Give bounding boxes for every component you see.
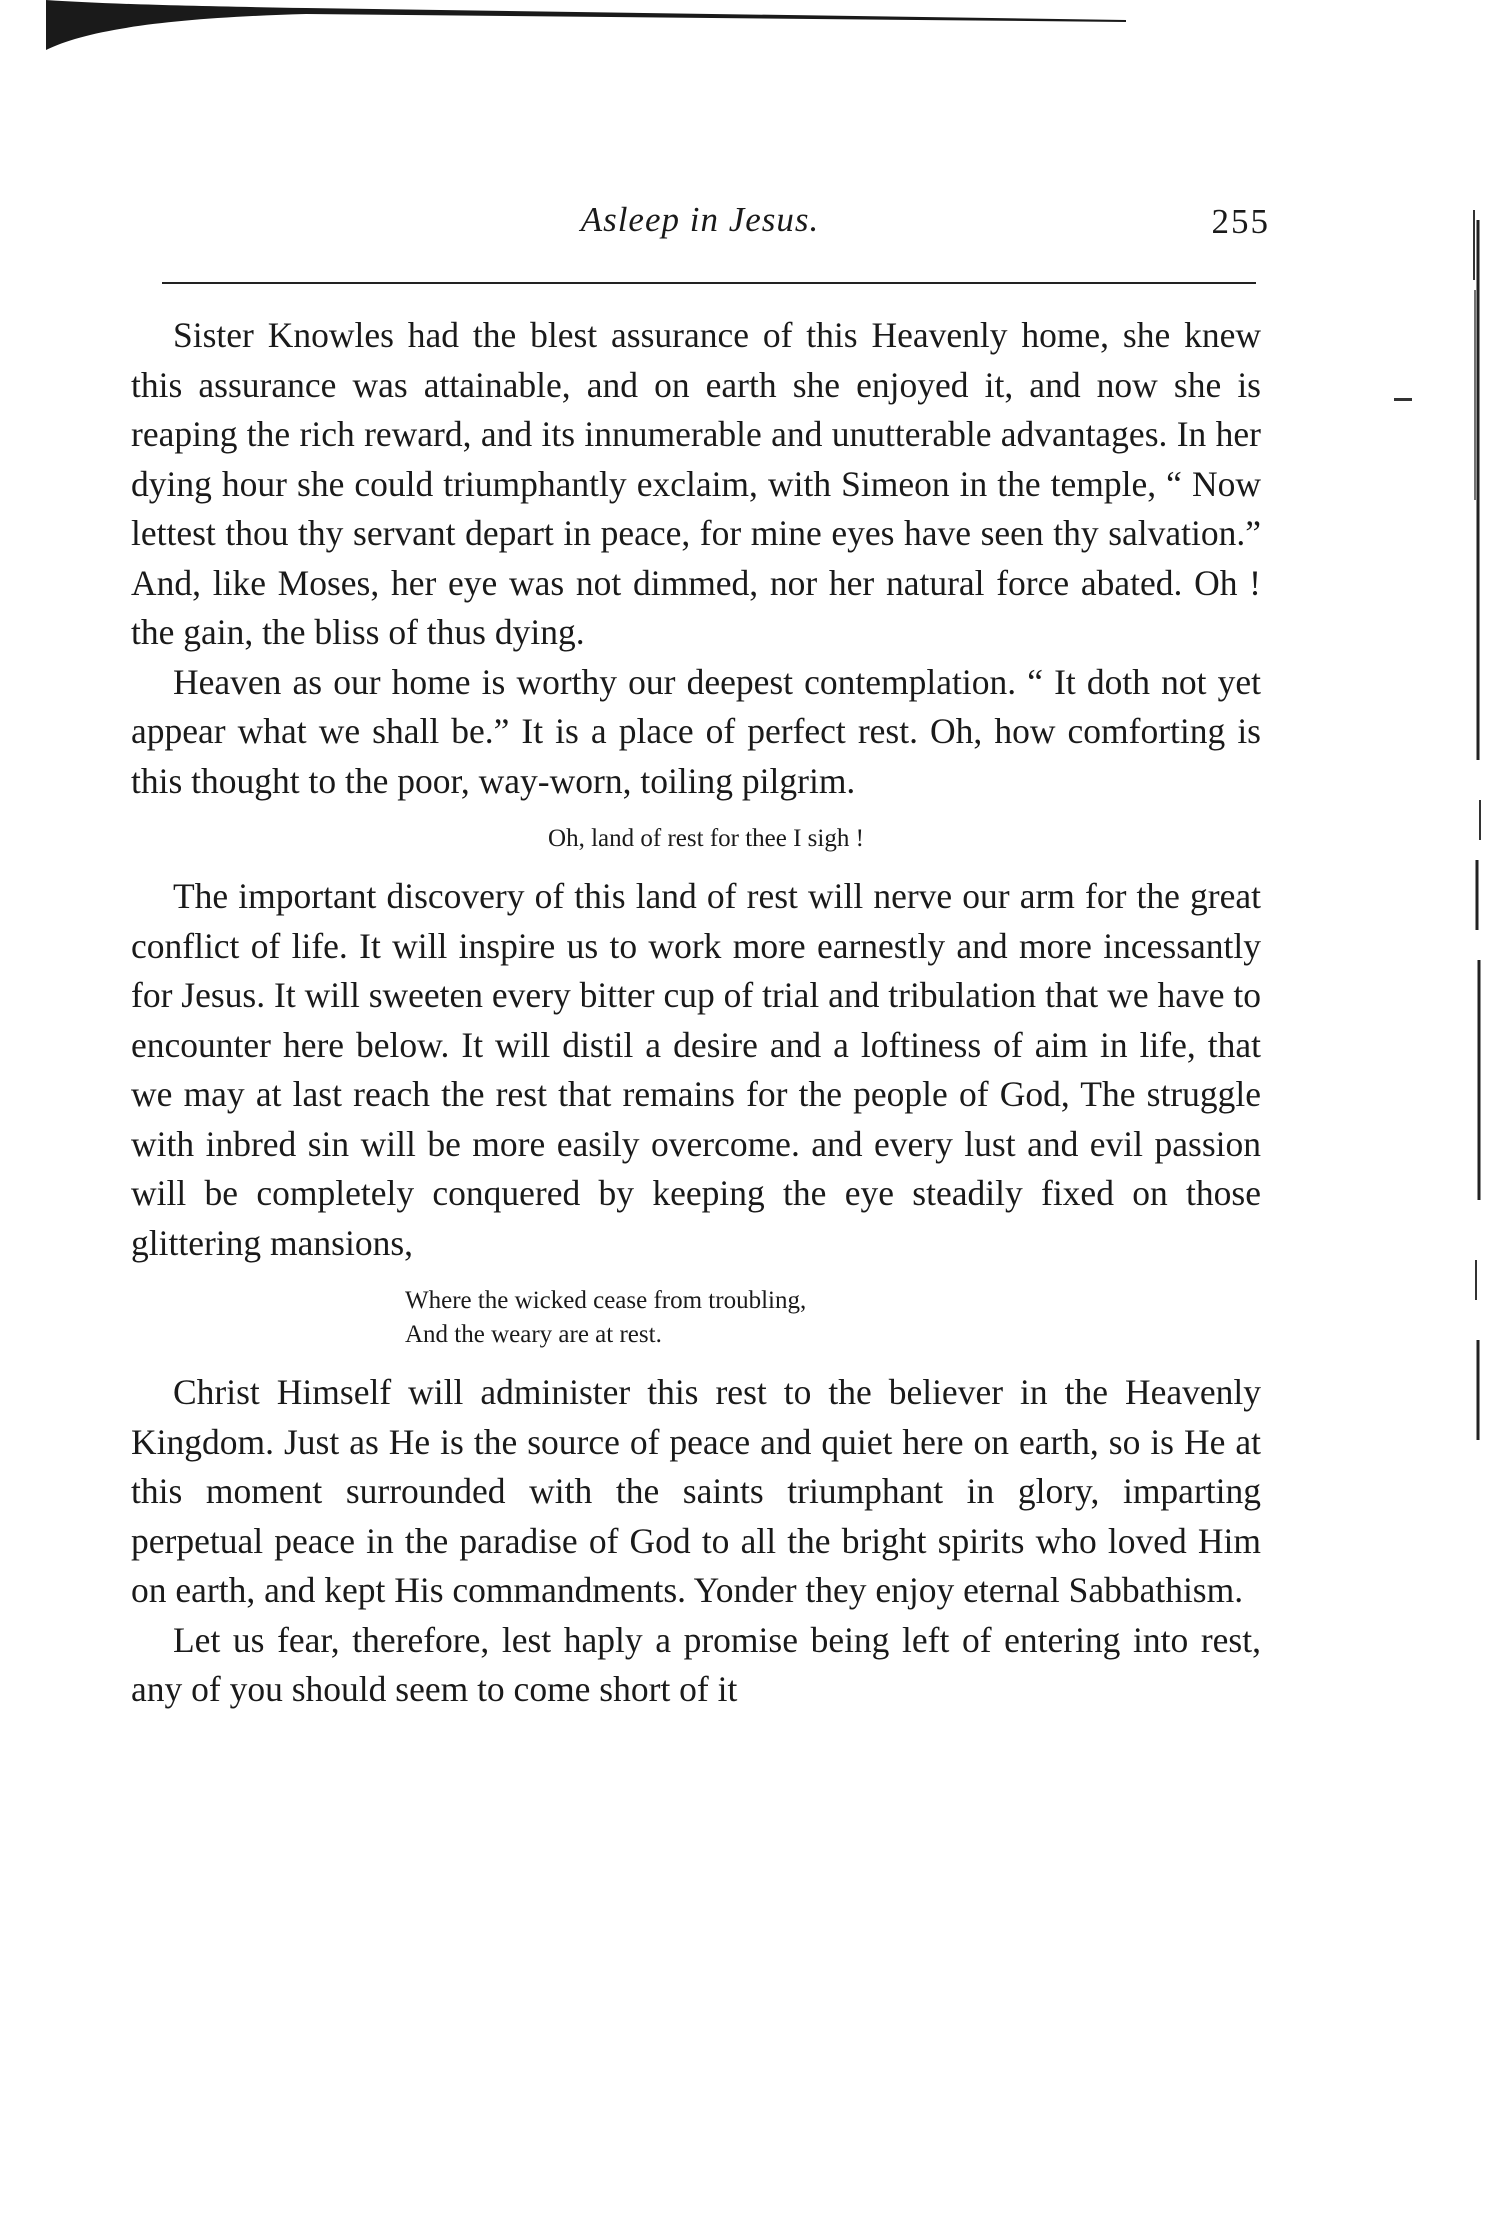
verse-2-line-1: Where the wicked cease from troubling, <box>405 1287 807 1314</box>
page-number: 255 <box>1211 202 1270 241</box>
verse-2-line-2: And the weary are at rest. <box>405 1321 662 1348</box>
paragraph-5: Let us fear, therefore, lest haply a promise being left of entering into rest, any of you should seem to come short of it <box>131 1619 1261 1709</box>
scan-right-edge <box>1460 200 1490 1500</box>
running-title: Asleep in Jesus. <box>580 200 820 239</box>
paragraph-4: Christ Himself will administer this rest to the believer in the Heavenly Kingdom. Just as He is the source of peace and quiet here on earth, so is He at this moment surrounded with the saints triumphant in glory, imparting perpetual peace in the paradise of God to all the bright spirits who loved Him on earth, and kept His commandments. Yonder they enjoy eternal Sabbathism. <box>131 1372 1261 1610</box>
paragraph-1: Sister Knowles had the blest assurance of this Heavenly home, she knew this assurance was attainable, and on earth she enjoyed it, and now she is reaping the rich reward, and its innumerable and unutterable advantages. In her dying hour she could triumphantly exclaim, with Simeon in the temple, “ Now lettest thou thy servant depart in peace, for mine eyes have seen thy salvation.” And, like Moses, her eye was not dimmed, nor her natural force abated. Oh ! the gain, the bliss of thus dying. <box>131 315 1261 652</box>
verse-1 <box>131 822 1261 856</box>
scan-mark <box>1394 398 1412 401</box>
verse-1-line: Oh, land of rest for thee I sigh ! <box>548 825 864 852</box>
paragraph-2: Heaven as our home is worthy our deepest contemplation. “ It doth not yet appear what we shall be.” It is a place of perfect rest. Oh, how comforting is this thought to the poor, way-worn, toiling pilgrim. <box>131 661 1261 801</box>
header-rule <box>162 282 1256 284</box>
verse-2 <box>131 1284 1261 1352</box>
page-body <box>131 311 1261 1715</box>
paragraph-3: The important discovery of this land of rest will nerve our arm for the great conflict of life. It will inspire us to work more earnestly and more incessantly for Jesus. It will sweeten every bitter cup of trial and tribulation that we have to encounter here below. It will distil a desire and a loftiness of aim in life, that we may at last reach the rest that remains for the people of God, The struggle with inbred sin will be more easily overcome. and every lust and evil passion will be completely conquered by keeping the eye steadily fixed on those glittering mansions, <box>131 876 1261 1263</box>
scan-top-edge <box>46 0 1126 60</box>
page-header <box>130 200 1270 260</box>
